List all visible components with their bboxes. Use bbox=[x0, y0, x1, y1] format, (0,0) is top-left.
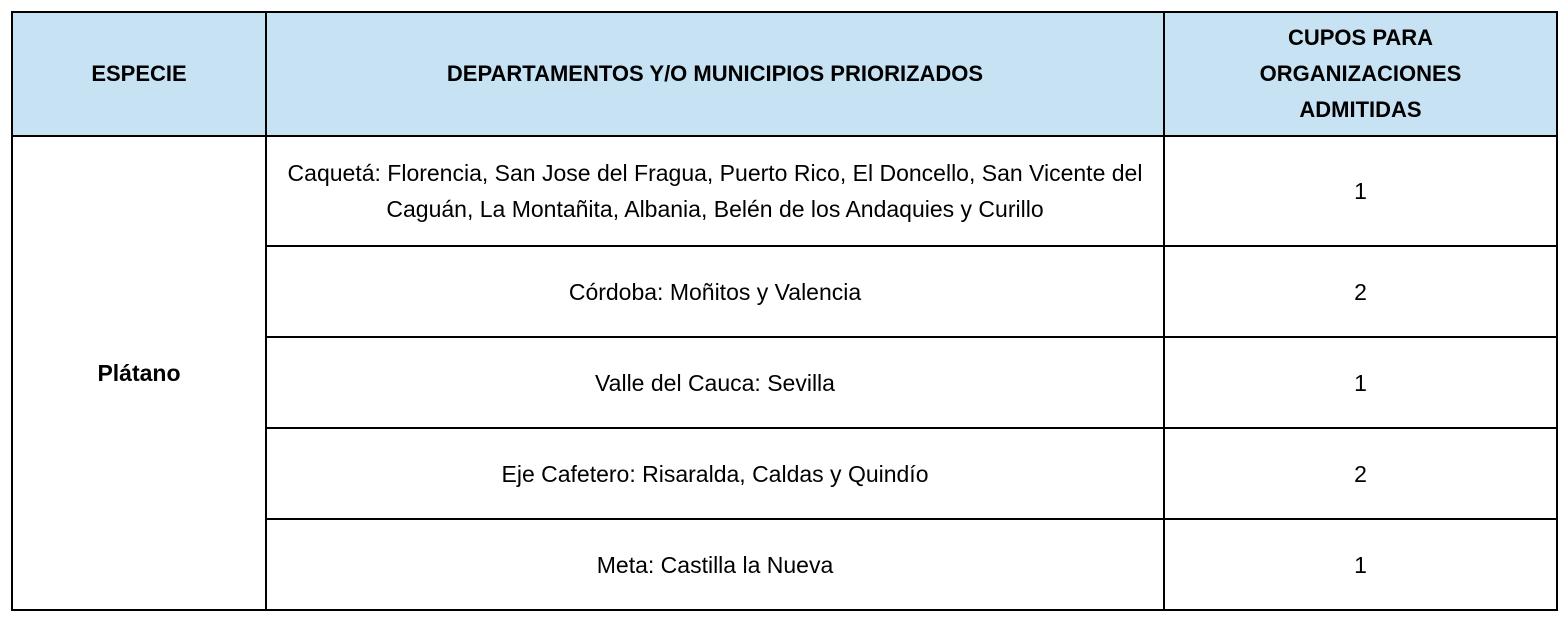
header-quota bbox=[1164, 12, 1557, 136]
regions-cell: Meta: Castilla la Nueva bbox=[266, 519, 1164, 610]
header-regions: DEPARTAMENTOS Y/O MUNICIPIOS PRIORIZADOS bbox=[266, 12, 1164, 136]
species-cell: Plátano bbox=[12, 136, 266, 610]
quota-cell: 1 bbox=[1164, 519, 1557, 610]
quota-cell: 2 bbox=[1164, 246, 1557, 337]
regions-cell: Córdoba: Moñitos y Valencia bbox=[266, 246, 1164, 337]
header-row bbox=[12, 12, 1557, 136]
quota-cell: 1 bbox=[1164, 136, 1557, 246]
regions-cell: Caquetá: Florencia, San Jose del Fragua, Puerto Rico, El Doncello, San Vicente del Caguán, La Montañita, Albania, Belén de los Andaquies y Curillo bbox=[266, 136, 1164, 246]
regions-cell: Eje Cafetero: Risaralda, Caldas y Quindío bbox=[266, 428, 1164, 519]
quota-cell: 1 bbox=[1164, 337, 1557, 428]
regions-cell: Valle del Cauca: Sevilla bbox=[266, 337, 1164, 428]
table-row bbox=[12, 136, 1557, 246]
table-header bbox=[12, 12, 1557, 136]
header-quota-label: CUPOS PARA ORGANIZACIONES ADMITIDAS bbox=[1259, 25, 1462, 122]
table-body bbox=[12, 136, 1557, 610]
quota-table bbox=[11, 11, 1558, 611]
quota-cell: 2 bbox=[1164, 428, 1557, 519]
header-species: ESPECIE bbox=[12, 12, 266, 136]
